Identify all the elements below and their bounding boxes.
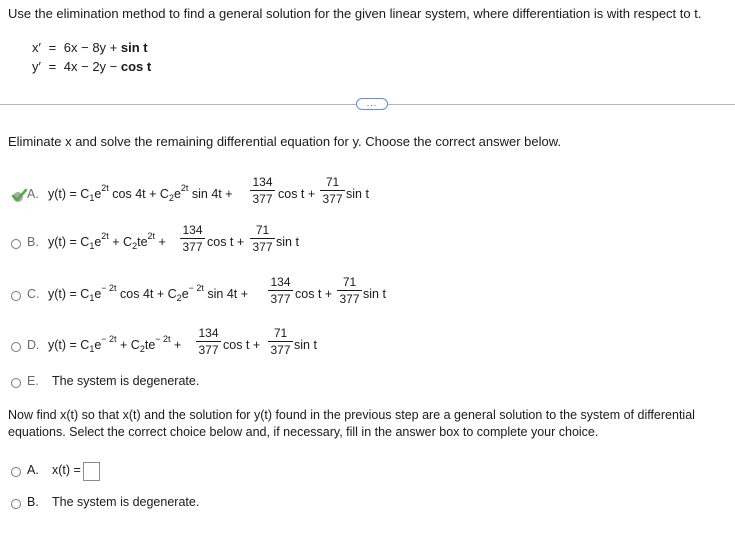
exp-power: − 2t — [101, 283, 117, 293]
option-c-frac-1 — [268, 275, 293, 306]
option-c-letter: C. — [27, 287, 40, 301]
exp-base-2: e — [173, 187, 181, 201]
exp-base-2: te — [144, 338, 156, 352]
sub-1: 1 — [89, 193, 95, 203]
x-answer-input[interactable] — [83, 462, 100, 481]
exp-power-2: 2t — [180, 183, 189, 193]
eq2-rhs: 4x − 2y − — [63, 59, 121, 74]
option-c-frac-2 — [337, 275, 362, 306]
eq1-rhs: 6x − 8y + — [63, 40, 121, 55]
option-d-expression[interactable] — [48, 334, 182, 354]
sub-1: 1 — [89, 241, 95, 251]
numerator: 134 — [270, 275, 291, 289]
eq2-lhs: y′ — [32, 59, 41, 74]
option-e-radio[interactable] — [11, 378, 21, 388]
part1-prompt: Eliminate x and solve the remaining differential equation for y. Choose the correct answer below. — [8, 134, 562, 149]
exp-power: 2t — [101, 183, 109, 193]
term-2: sin 4t + — [203, 287, 249, 301]
numerator: 71 — [342, 275, 357, 289]
numerator: 71 — [325, 175, 340, 189]
option-a-letter: A. — [27, 187, 39, 201]
term-2: + — [170, 338, 182, 352]
option-b-letter: B. — [27, 235, 39, 249]
option-a-y: y(t) = C — [48, 187, 90, 201]
exp-base-2: e — [181, 287, 189, 301]
term-1: cos 4t + C — [108, 187, 169, 201]
sub-2: 2 — [132, 241, 138, 251]
eq2-eq: = — [48, 59, 57, 74]
numerator: 71 — [255, 223, 270, 237]
term-2: + — [155, 235, 166, 249]
denominator: 377 — [339, 292, 360, 306]
option-a-sin: sin t — [346, 187, 369, 201]
option-b-frac-2 — [250, 223, 275, 254]
option-b-y: y(t) = C — [48, 235, 90, 249]
exp-base: e — [94, 287, 102, 301]
eq2-cos: cos t — [120, 59, 152, 74]
part2-option-a-text: x(t) = — [52, 463, 81, 477]
part2-option-b-radio[interactable] — [11, 499, 21, 509]
eq1-sin: sin t — [120, 40, 148, 55]
eq1-eq: = — [48, 40, 57, 55]
question-instruction: Use the elimination method to find a general solution for the given linear system, where differentiation is with respect to t. — [8, 6, 702, 21]
exp-power: − 2t — [101, 334, 117, 344]
term-2: sin 4t + — [188, 187, 233, 201]
equation-2 — [32, 59, 151, 74]
exp-power-2: − 2t — [155, 334, 171, 344]
denominator: 377 — [322, 192, 343, 206]
denominator: 377 — [182, 240, 203, 254]
part2-prompt-line2: equations. Select the correct choice below and, if necessary, fill in the answer box to complete your choice. — [8, 425, 599, 439]
term-1: cos 4t + C — [116, 287, 177, 301]
option-c-radio[interactable] — [11, 291, 21, 301]
option-a-expression[interactable] — [48, 183, 233, 203]
denominator: 377 — [252, 240, 273, 254]
option-d-letter: D. — [27, 338, 40, 352]
part2-option-b-text[interactable]: The system is degenerate. — [52, 495, 200, 509]
option-a-frac-2 — [320, 175, 345, 206]
sub-2: 2 — [139, 344, 145, 354]
option-b-radio[interactable] — [11, 239, 21, 249]
term-1: + C — [116, 338, 140, 352]
sub-1: 1 — [89, 344, 95, 354]
term-1: + C — [108, 235, 133, 249]
denominator: 377 — [198, 343, 219, 357]
option-c-y: y(t) = C — [48, 287, 90, 301]
option-d-radio[interactable] — [11, 342, 21, 352]
sub-1: 1 — [89, 293, 95, 303]
option-b-frac-1 — [180, 223, 205, 254]
option-d-frac-2 — [268, 326, 293, 357]
numerator: 71 — [273, 326, 288, 340]
exp-power: 2t — [101, 231, 109, 241]
option-c-sin: sin t — [363, 287, 386, 301]
option-c-expression[interactable] — [48, 283, 249, 303]
option-e-text[interactable]: The system is degenerate. — [52, 374, 200, 388]
exp-power-2: 2t — [147, 231, 156, 241]
option-a-cos: cos t + — [278, 187, 316, 201]
denominator: 377 — [270, 343, 291, 357]
exp-base: e — [94, 338, 102, 352]
denominator: 377 — [252, 192, 273, 206]
numerator: 134 — [198, 326, 219, 340]
exp-base: e — [94, 187, 102, 201]
option-b-cos: cos t + — [207, 235, 245, 249]
option-d-cos: cos t + — [223, 338, 261, 352]
option-b-sin: sin t — [276, 235, 299, 249]
numerator: 134 — [252, 175, 273, 189]
part2-option-a-radio[interactable] — [11, 467, 21, 477]
denominator: 377 — [270, 292, 291, 306]
option-d-sin: sin t — [294, 338, 317, 352]
exp-base-2: te — [137, 235, 148, 249]
part2-prompt-line1: Now find x(t) so that x(t) and the solution for y(t) found in the previous step are a general solution to the system of differential — [8, 408, 695, 422]
equation-1 — [32, 40, 148, 55]
option-a-frac-1 — [250, 175, 275, 206]
exp-power-2: − 2t — [188, 283, 204, 293]
option-c-cos: cos t + — [295, 287, 333, 301]
more-button[interactable]: ... — [356, 98, 388, 110]
part2-option-b-letter: B. — [27, 495, 39, 509]
sub-2: 2 — [176, 293, 182, 303]
sub-2: 2 — [168, 193, 174, 203]
exp-base: e — [94, 235, 102, 249]
option-d-y: y(t) = C — [48, 338, 90, 352]
option-d-frac-1 — [196, 326, 221, 357]
numerator: 134 — [182, 223, 203, 237]
correct-check-icon — [11, 189, 27, 203]
option-e-letter: E. — [27, 374, 39, 388]
option-b-expression[interactable] — [48, 231, 166, 251]
part2-option-a-letter: A. — [27, 463, 39, 477]
eq1-lhs: x′ — [32, 40, 41, 55]
